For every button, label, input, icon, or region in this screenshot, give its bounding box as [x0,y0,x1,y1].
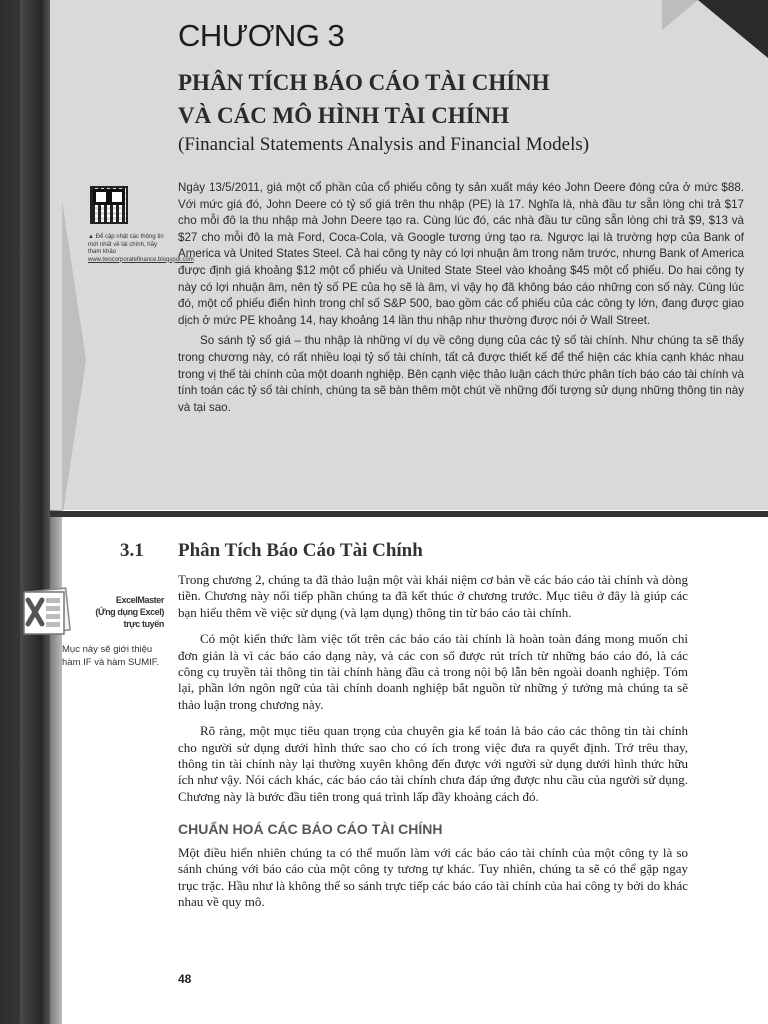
corner-decoration [698,0,768,58]
body-paragraph: Một điều hiển nhiên chúng ta có thể muốn làm với các báo cáo tài chính của một công ty là so sánh chúng với báo cáo của một công ty tương tự khác. Tuy nhiên, chúng ta sẽ có thể gặp ngay trục trặc. Hầu như là không thể so sánh trực tiếp các báo cáo tài chính của hai công ty bởi do khác nhau về quy mô. [178,844,688,909]
page-number: 48 [178,972,192,986]
excel-side-note: Mục này sẽ giới thiệu hàm IF và hàm SUMIF. [62,644,160,668]
section-body [178,572,688,910]
side-decoration [62,200,86,520]
intro-paragraph: So sánh tỷ số giá – thu nhập là những ví dụ về công dụng của các tỷ số tài chính. Như chúng ta sẽ thấy trong chương này, có rất nhiều loại tỷ số tài chính, tất cả được thiết kế để thể hiện các khía cạnh khác nhau trong vị thế tài chính của một doanh nghiệp. Bên cạnh việc thảo luận cách thức phân tích báo cáo tài chính và tính toán các tỷ số tài chính, chúng ta sẽ bàn thêm một chút về những đối tượng sử dụng những thông tin này và tại sao. [178,334,744,414]
body-paragraph: Rõ ràng, một mục tiêu quan trọng của chuyên gia kế toán là báo cáo các thông tin tài chính cho người sử dụng dưới hình thức sao cho có ích trong việc đưa ra quyết định. Trớ trêu thay, thông tin tài chính này lại thường xuyên không đến được với người sử dụng dưới hình thức hữu ích như vậy. Nói cách khác, các báo cáo tài chính chưa đáp ứng được nhu cầu của người sử dụng. Chương này là bước đầu tiên trong quá trình lấp đầy khoảng cách đó. [178,723,688,804]
subsection-heading: CHUẨN HOÁ CÁC BÁO CÁO TÀI CHÍNH [178,821,443,838]
qr-side-note [88,234,194,264]
excel-label-line-1: ExcelMaster [115,595,164,605]
chapter-subtitle: (Financial Statements Analysis and Financial Models) [178,134,590,155]
section-divider [50,511,768,517]
excel-label-line-2: (Ứng dụng Excel) [95,607,164,617]
chapter-intro [178,180,744,416]
qr-note-text: ▲ Để cập nhật các thông tin mới nhất về tài chính, hãy tham khảo [88,234,164,255]
qr-note-link[interactable]: www.twocorporatefinance.blogspot.com [88,256,194,263]
chapter-title-line-1: PHÂN TÍCH BÁO CÁO TÀI CHÍNH [178,70,550,95]
chapter-title [178,66,738,132]
corner-decoration-small [662,0,698,30]
excel-label-line-3: trực tuyến [123,619,164,629]
chapter-title-line-2: VÀ CÁC MÔ HÌNH TÀI CHÍNH [178,103,510,128]
left-band-inner [20,0,50,1024]
body-paragraph: Trong chương 2, chúng ta đã thảo luận một vài khái niệm cơ bản về các báo cáo tài chính và dòng tiền. Chương này nối tiếp phần chúng ta đã kết thúc ở chương trước. Mục tiêu ở đây là giúp các bạn hiểu thêm về việc sử dụng (và lạm dụng) thông tin từ báo cáo tài chính. [178,572,688,620]
section-number: 3.1 [120,540,144,561]
chapter-label: CHƯƠNG 3 [178,18,345,53]
section-title: Phân Tích Báo Cáo Tài Chính [178,540,423,561]
body-paragraph: Có một kiến thức làm việc tốt trên các báo cáo tài chính là hoàn toàn đáng mong muốn chỉ đơn giản là vì các báo cáo dạng này, và các con số được rút trích từ những báo cáo đó, là các công cụ truyền tải thông tin tài chính hàng đầu cả trong nội bộ lẫn bên ngoài doanh nghiệp. Tóm lại, phần lớn ngôn ngữ của tài chính doanh nghiệp bắt nguồn từ những ý tưởng mà chúng ta sẽ thảo luận trong chương này. [178,631,688,712]
intro-paragraph: Ngày 13/5/2011, giá một cổ phần của cổ phiếu công ty sản xuất máy kéo John Deere đóng cửa ở mức $88. Với mức giá đó, John Deere có tỷ số giá trên thu nhập (PE) là 17. Nghĩa là, nhà đầu tư sẵn lòng chi trả $17 cho mỗi đô la thu nhập mà John Deere tạo ra. Cùng lúc đó, các nhà đầu tư cũng sẵn lòng chi trả $9, $13 và $27 cho mỗi đô la mà Ford, Coca-Cola, và Google tương ứng tạo ra. Ngược lại là trường hợp của Bank of America và United States Steel. Cả hai công ty này có lợi nhuận âm trong năm trước, nhưng Bank of America được định giá khoảng $12 một cổ phiếu và United State Steel vào khoảng $45 một cổ phiếu. Do hai công ty này có lợi nhuận âm, nên tỷ số PE của họ sẽ là âm, vì vậy họ đã không báo cáo những con số này. Cùng lúc đó, một cổ phiếu điển hình trong chỉ số S&P 500, bao gồm các cổ phiếu của các công ty lớn, đang được giao dịch ở mức PE khoảng 14, hay khoảng 14 lần thu nhập như thường được nói ở Wall Street. [178,181,744,327]
excel-master-label [84,594,164,630]
qr-code-icon [90,186,128,224]
excel-icon [18,586,76,636]
